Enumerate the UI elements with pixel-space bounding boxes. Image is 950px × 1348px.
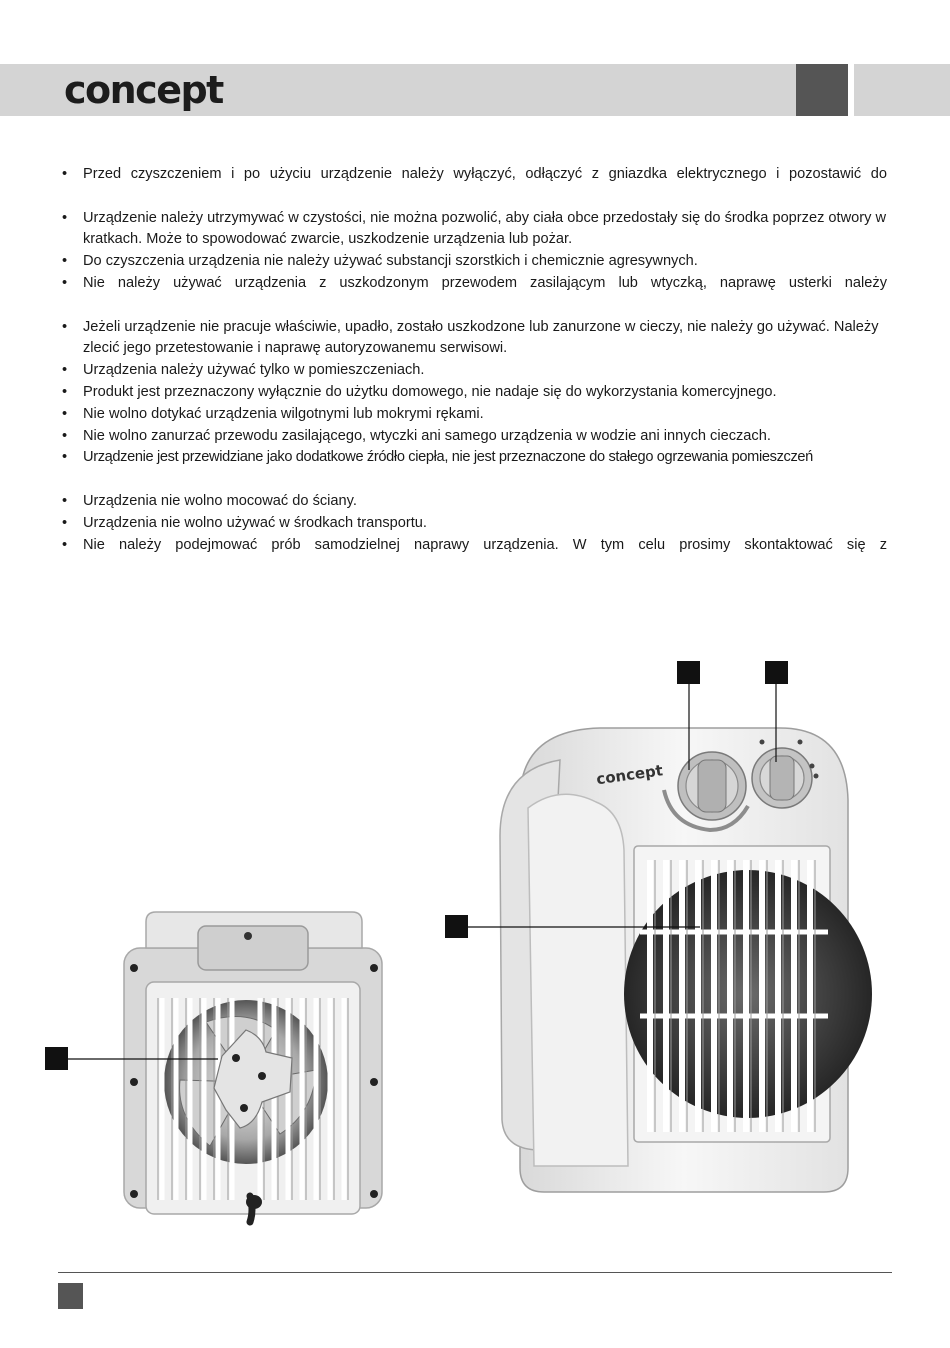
device-logo: concept [595, 761, 664, 789]
list-item: • Przed czyszczeniem i po użyciu urządzenie należy wyłączyć, odłączyć z gniazdka elektrycznego i pozostawić do [62, 164, 887, 186]
footer-rule [58, 1272, 892, 1273]
brand-logo: concept [64, 68, 223, 112]
section-tab [796, 64, 848, 116]
list-item: • Urządzenia nie wolno mocować do ściany. [62, 491, 887, 513]
list-item: • Nie należy podejmować prób samodzielnej naprawy urządzenia. W tym celu prosimy skontaktować się z [62, 535, 887, 557]
list-item: • Nie wolno dotykać urządzenia wilgotnymi lub mokrymi rękami. [62, 404, 887, 426]
callout-marker-temperature-knob [677, 661, 700, 684]
temperature-knob [678, 752, 746, 820]
safety-instructions-list [62, 164, 887, 556]
section-tab-gap [848, 64, 854, 116]
list-item: • Nie należy używać urządzenia z uszkodzonym przewodem zasilającym lub wtyczką, naprawę usterki należy [62, 273, 887, 295]
callout-marker-front-grille [445, 915, 468, 938]
callout-marker-mode-knob [765, 661, 788, 684]
mode-knob [752, 748, 812, 808]
list-item: • Urządzenie jest przewidziane jako dodatkowe źródło ciepła, nie jest przeznaczone do stałego ogrzewania pomieszczeń [62, 447, 887, 469]
list-item: • Urządzenie należy utrzymywać w czystości, nie można pozwolić, aby ciała obce przedostały się do środka poprzez otwory w kratkach. Może to spowodować zwarcie, uszkodzenie urządzenia lub pożar. [62, 208, 887, 252]
list-item: • Urządzenia należy używać tylko w pomieszczeniach. [62, 360, 887, 382]
list-item: • Produkt jest przeznaczony wyłącznie do użytku domowego, nie nadaje się do wykorzystania komercyjnego. [62, 382, 887, 404]
callout-marker-rear-grille [45, 1047, 68, 1070]
list-item: • Do czyszczenia urządzenia nie należy używać substancji szorstkich i chemicznie agresywnych. [62, 251, 887, 273]
heater-front-view [500, 728, 872, 1192]
list-item: • Urządzenia nie wolno używać w środkach transportu. [62, 513, 887, 535]
page-number-box [58, 1283, 83, 1309]
heater-back-view [124, 912, 382, 1222]
list-item: • Jeżeli urządzenie nie pracuje właściwie, upadło, zostało uszkodzone lub zanurzone w cieczy, nie należy go używać. Należy zlecić jego przetestowanie i naprawę autoryzowanemu serwisowi. [62, 317, 887, 361]
heater-illustration [0, 600, 950, 1240]
list-item: • Nie wolno zanurzać przewodu zasilającego, wtyczki ani samego urządzenia w wodzie ani innych cieczach. [62, 426, 887, 448]
